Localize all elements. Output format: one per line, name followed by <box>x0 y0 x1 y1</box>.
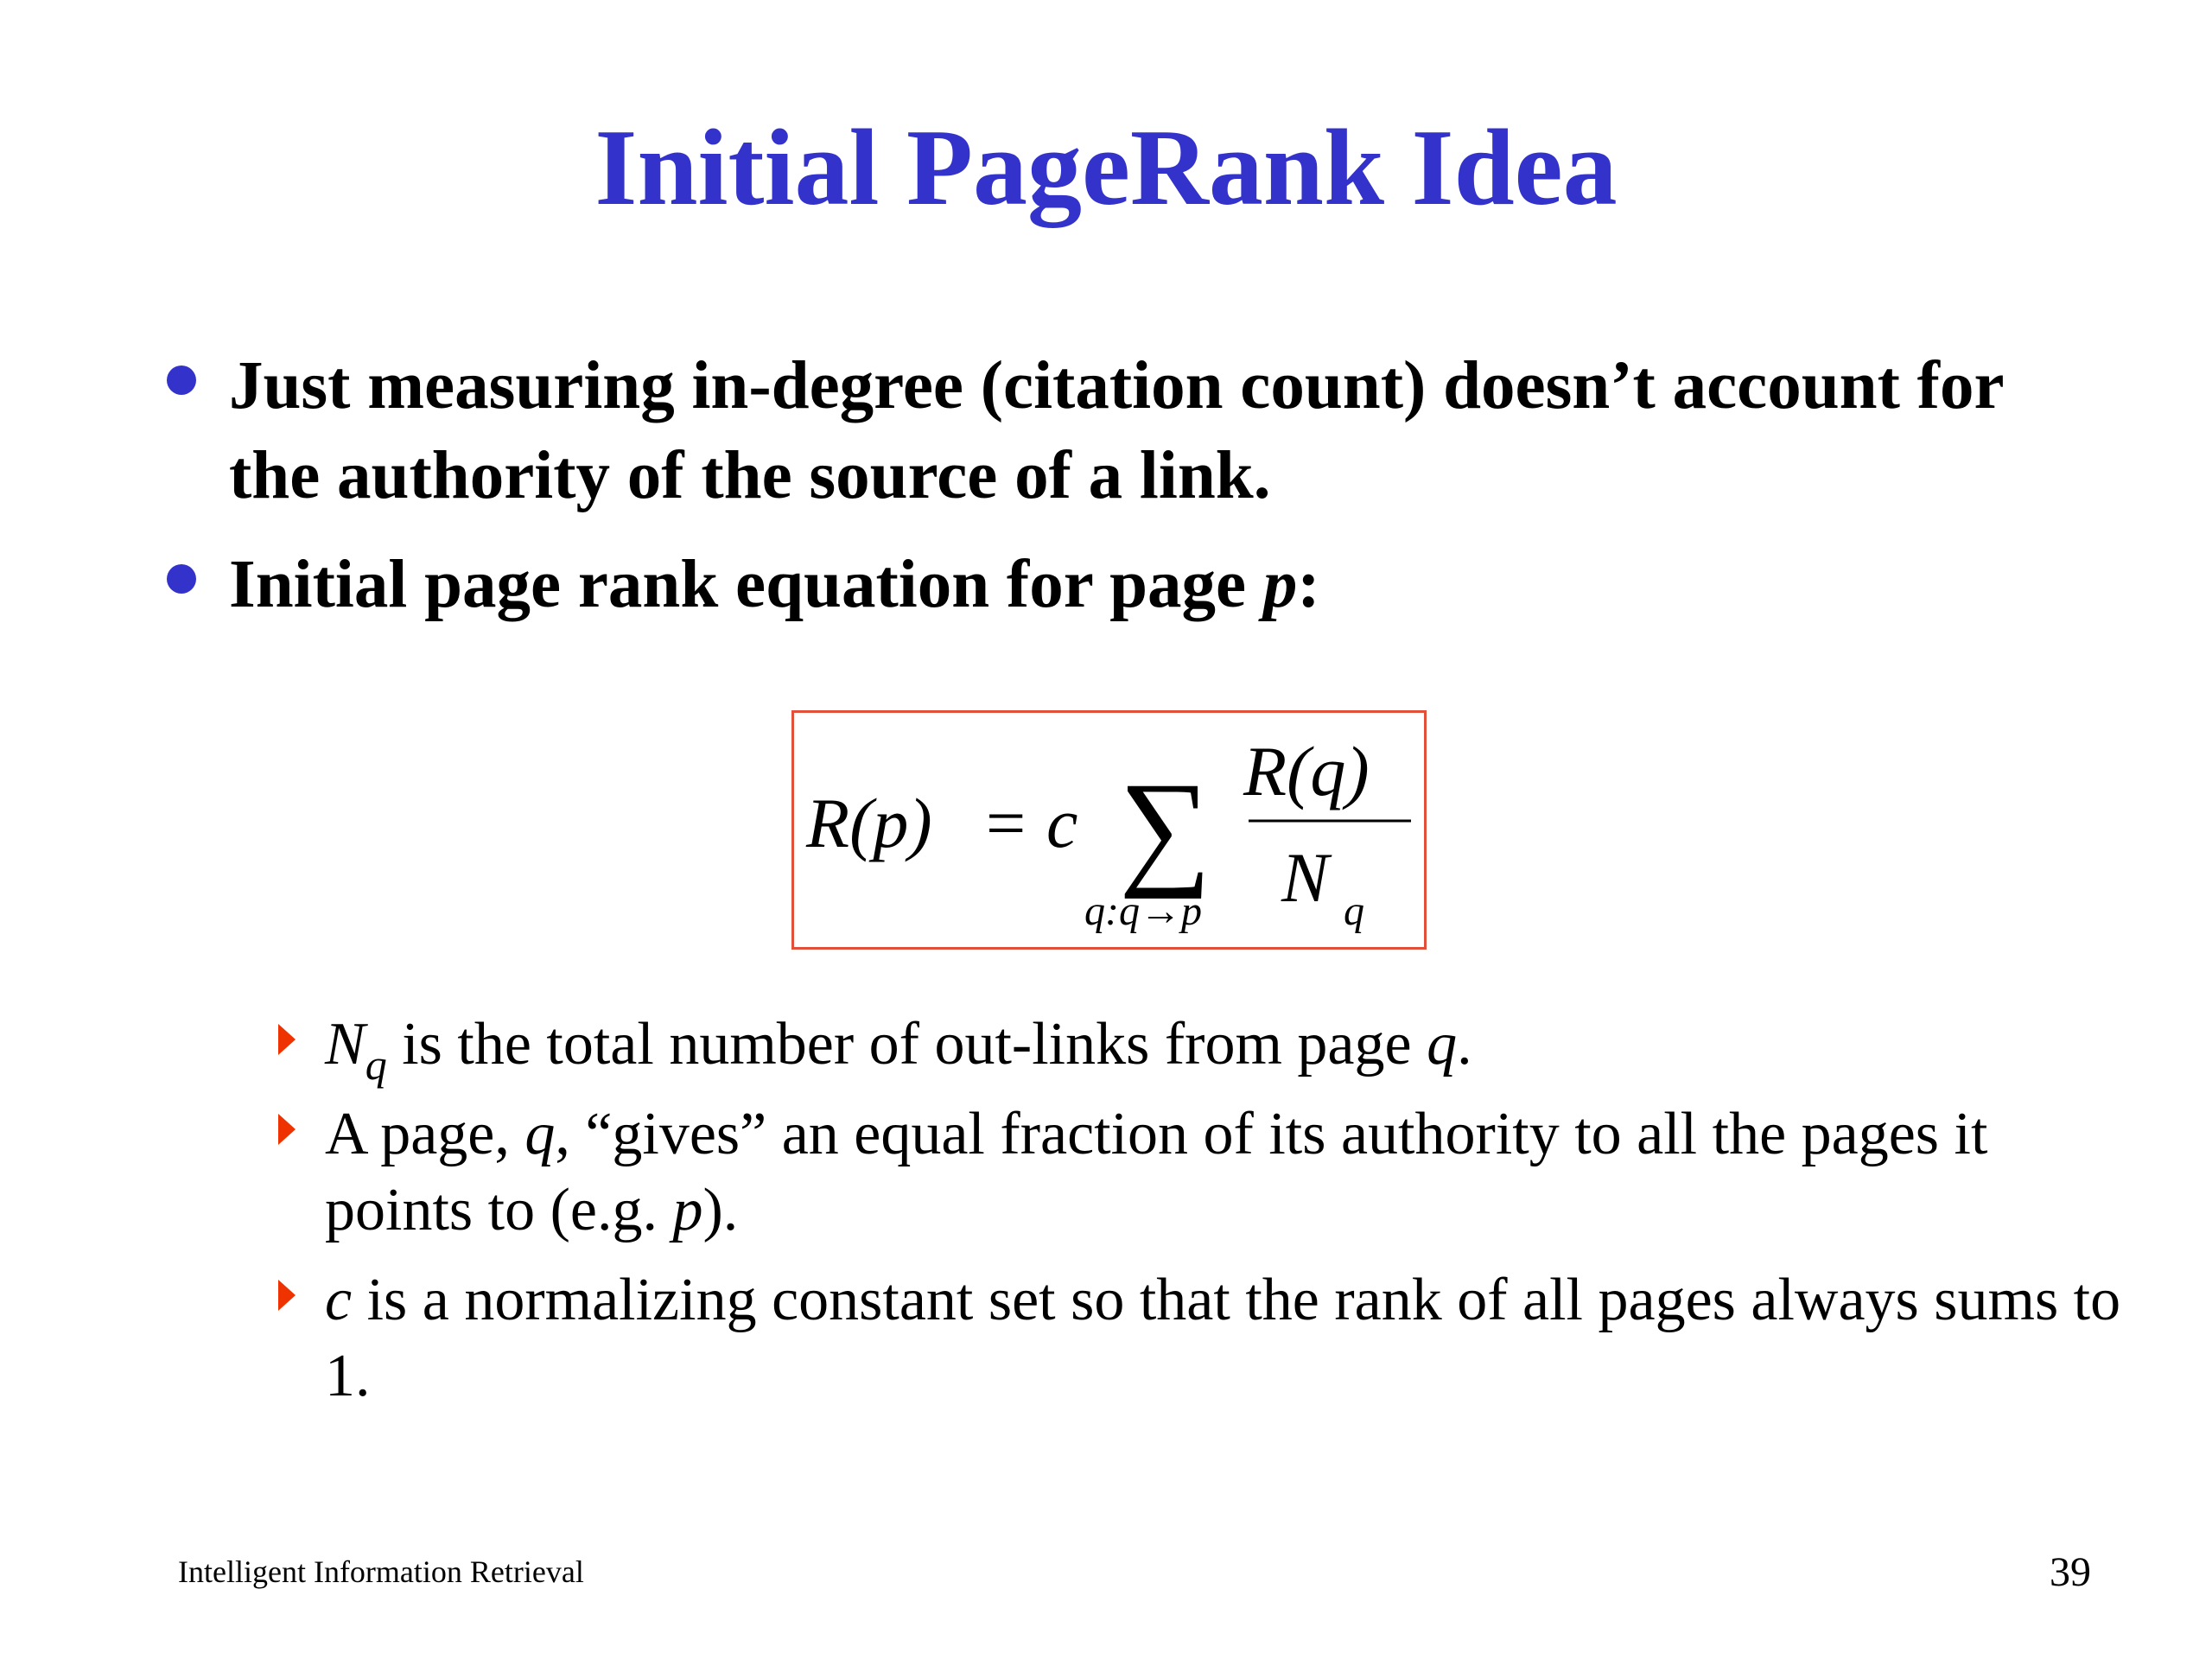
formula-numerator: R(q) <box>1243 732 1370 810</box>
sub-bullet-item <box>273 1096 2131 1249</box>
var-c: c <box>325 1267 353 1333</box>
sum-index: q:q→p <box>1084 888 1202 934</box>
slide-title: Initial PageRank Idea <box>594 108 1618 228</box>
formula-denominator: N <box>1281 838 1329 917</box>
sub-bullet-text: , “gives” an equal fraction of its authority to all the pages it points to (e.g. <box>325 1101 1988 1243</box>
sub-bullet-text: is the total number of out-links from page <box>386 1011 1427 1077</box>
sub-bullet-text: A page, <box>325 1101 525 1167</box>
bullet-text: Just measuring in-degree (citation count) doesn’t account for the authority of the source of a link. <box>229 348 2004 513</box>
triangle-bullet-icon <box>278 1280 296 1311</box>
sub-bullet-item <box>273 1007 2131 1089</box>
bullet-dot-icon <box>167 365 196 395</box>
sub-bullet-item <box>273 1262 2131 1414</box>
var-q: q <box>524 1101 556 1167</box>
triangle-bullet-icon <box>278 1024 296 1055</box>
triangle-bullet-icon <box>278 1114 296 1145</box>
pagerank-formula-box <box>791 710 1427 950</box>
bullet-item <box>160 540 2104 630</box>
footer-course-title: Intelligent Information Retrieval <box>178 1554 584 1589</box>
bullet-dot-icon <box>167 564 196 594</box>
sub-bullet-end: ). <box>702 1177 739 1243</box>
bullet-item <box>160 341 2104 521</box>
var-p: p <box>672 1177 703 1243</box>
bullet-variable: p <box>1262 547 1298 622</box>
formula-coefficient: c <box>1046 784 1078 862</box>
var-n: N <box>325 1011 365 1077</box>
sub-bullet-list <box>273 1007 2131 1428</box>
bullet-text: Initial page rank equation for page <box>229 547 1263 622</box>
bullet-text-end: : <box>1297 547 1320 622</box>
sum-symbol: ∑ <box>1119 756 1211 899</box>
pagerank-formula <box>794 713 1429 952</box>
bullet-list <box>160 341 2104 649</box>
footer-page-number: 39 <box>2050 1549 2091 1595</box>
var-q: q <box>1427 1011 1458 1077</box>
sub-bullet-text: is a normalizing constant set so that the rank of all pages always sums to 1. <box>325 1267 2121 1409</box>
formula-lhs: R(p) <box>806 784 932 862</box>
var-n-subscript: q <box>365 1040 387 1089</box>
formula-equals: = <box>986 784 1027 862</box>
formula-denominator-subscript: q <box>1344 888 1364 934</box>
sub-bullet-end: . <box>1457 1011 1472 1077</box>
